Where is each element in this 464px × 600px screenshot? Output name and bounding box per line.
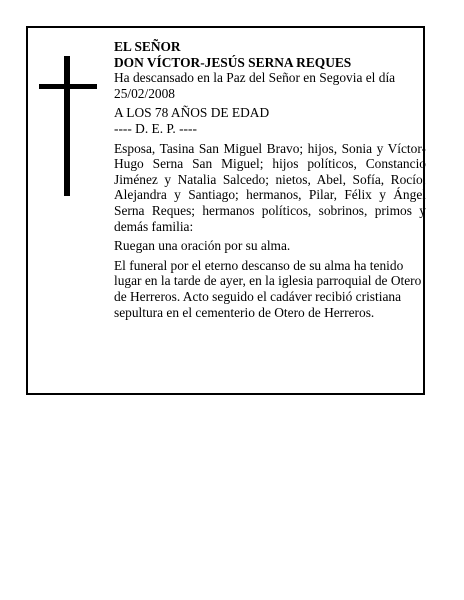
title-line-1: EL SEÑOR: [114, 39, 181, 54]
funeral-details: El funeral por el eterno descanso de su alma ha tenido lugar en la tarde de ayer, en la iglesia parroquial de Otero de Herreros. Acto seguido el cadáver recibió cristiana sepultura en el cementerio de Otero de Herreros.: [114, 257, 422, 320]
prayer-request: Ruegan una oración por su alma.: [114, 238, 291, 254]
rest-statement: Ha descansado en la Paz del Señor en Segovia el día 25/02/2008: [114, 70, 396, 101]
obituary-text-block: [114, 39, 426, 320]
cross-vertical-bar: [64, 56, 70, 196]
age-line: A LOS 78 AÑOS DE EDAD: [114, 105, 270, 121]
deceased-name: DON VÍCTOR-JESÚS SERNA REQUES: [114, 54, 352, 70]
rip-line: ---- D. E. P. ----: [114, 120, 197, 136]
cross-horizontal-bar: [39, 84, 97, 89]
family-list: Esposa, Tasina San Miguel Bravo; hijos, Sonia y Víctor-Hugo Serna San Miguel; hijos políticos, Constancio Jiménez y Natalia Salcedo; nietos, Abel, Sofía, Rocío, Alejandra y Santiago; hermanos, Pilar, Félix y Ángel Serna Reques; hermanos políticos, sobrinos, primos y demás familia:: [114, 140, 426, 234]
